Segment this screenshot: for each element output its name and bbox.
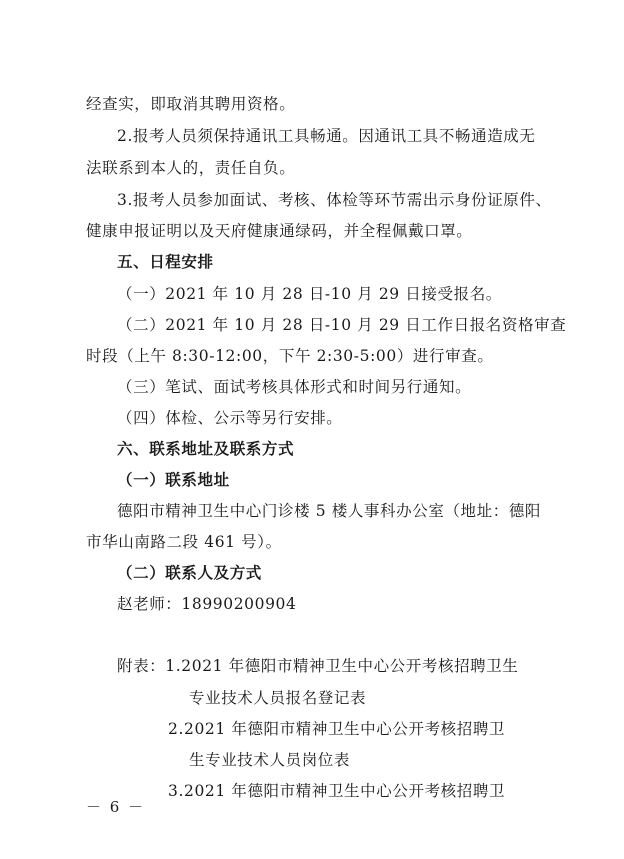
section-heading-contact: 六、联系地址及联系方式 [117,440,295,458]
appendix-line-4: 生专业技术人员岗位表 [189,751,351,769]
text-line-17: 赵老师：18990200904 [117,595,297,613]
text-line-5: 健康申报证明以及天府健康通绿码，并全程佩戴口罩。 [86,222,473,240]
appendix-line-3: 2.2021 年德阳市精神卫生中心公开考核招聘卫 [168,720,506,738]
text-line-14: 德阳市精神卫生中心门诊楼 5 楼人事科办公室（地址：德阳 [117,502,542,520]
text-line-15: 市华山南路二段 461 号）。 [86,533,282,551]
text-line-8: （二）2021 年 10 月 28 日-10 月 29 日工作日报名资格审查 [117,316,567,334]
text-line-7: （一）2021 年 10 月 28 日-10 月 29 日接受报名。 [117,285,502,303]
appendix-line-1: 附表：1.2021 年德阳市精神卫生中心公开考核招聘卫生 [117,657,519,675]
text-line-4: 3.报考人员参加面试、考核、体检等环节需出示身份证原件、 [117,191,552,209]
text-line-1: 经查实，即取消其聘用资格。 [86,95,296,113]
appendix-line-5: 3.2021 年德阳市精神卫生中心公开考核招聘卫 [168,782,506,800]
text-line-2: 2.报考人员须保持通讯工具畅通。因通讯工具不畅通造成无 [117,127,536,145]
page-number: － 6 － [86,798,146,816]
text-line-11: （四）体检、公示等另行安排。 [117,409,343,427]
appendix-line-2: 专业技术人员报名登记表 [189,689,367,707]
subheading-contact-person: （二）联系人及方式 [117,564,262,582]
text-line-3: 法联系到本人的，责任自负。 [86,159,296,177]
subheading-address: （一）联系地址 [117,471,230,489]
text-line-9: 时段（上午 8:30-12:00，下午 2:30-5:00）进行审查。 [86,347,494,365]
text-line-10: （三）笔试、面试考核具体形式和时间另行通知。 [117,378,472,396]
section-heading-schedule: 五、日程安排 [117,253,214,271]
